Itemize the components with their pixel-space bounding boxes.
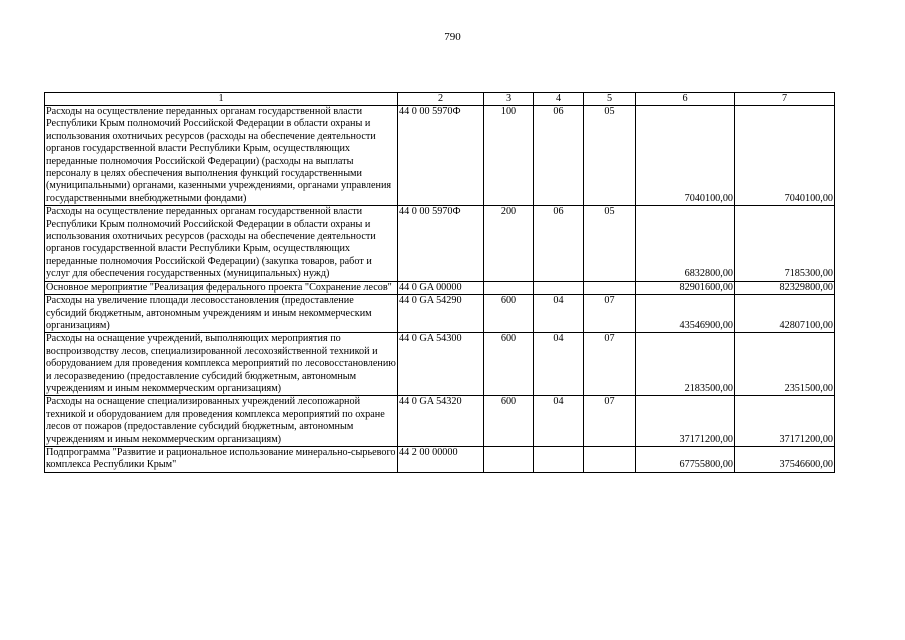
row-col6-amount: 37171200,00 (636, 396, 735, 447)
row-col7-amount: 42807100,00 (735, 295, 835, 333)
header-cell: 6 (636, 93, 735, 106)
header-cell: 7 (735, 93, 835, 106)
row-code-cell: 44 0 GA 54300 (398, 333, 484, 396)
header-cell: 2 (398, 93, 484, 106)
row-col6-amount: 43546900,00 (636, 295, 735, 333)
row-name-cell: Расходы на осуществление переданных органам государственной власти Республики Крым полномочий Российской Федерации в области охраны и использования охотничьих ресурсов (расходы на обеспечение деятельности органов государственной власти Республики Крым, осуществляющих переданные полномочия Российской Федерации) (расходы на выплаты персоналу в целях обеспечения выполнения функций государственными (муниципальными) органами, казенными учреждениями, органами управления государственными внебюджетными фондами) (45, 106, 398, 206)
header-cell: 4 (534, 93, 584, 106)
row-col3-cell: 100 (484, 106, 534, 206)
row-col4-cell: 06 (534, 206, 584, 281)
header-cell: 3 (484, 93, 534, 106)
row-name-cell: Расходы на оснащение учреждений, выполняющих мероприятия по воспроизводству лесов, специализированной лесохозяйственной техникой и оборудованием для проведения комплекса мероприятий по лесовосстановлению и лесоразведению (предоставление субсидий бюджетным, автономным учреждениям и иным некоммерческим организациям) (46, 333, 396, 394)
row-col4-cell (534, 446, 584, 472)
row-col3-cell (484, 281, 534, 294)
row-code-cell: 44 0 GA 54290 (398, 295, 484, 333)
row-code-cell: 44 0 00 5970Ф (398, 106, 484, 206)
header-cell: 5 (584, 93, 636, 106)
row-code-cell: 44 2 00 00000 (398, 446, 484, 472)
row-name-cell: Расходы на оснащение специализированных учреждений лесопожарной техникой и оборудованием для проведения комплекса мероприятий по охране лесов от пожаров (предоставление субсидий бюджетным, автономным учреждениям и иным некоммерческим организациям) (45, 396, 398, 447)
table-row (45, 281, 835, 294)
row-col6-amount: 7040100,00 (636, 106, 735, 206)
row-col5-cell: 07 (584, 396, 636, 447)
row-col6-amount: 2183500,00 (636, 333, 735, 396)
row-col6-amount: 6832800,00 (636, 206, 735, 281)
row-col3-cell: 200 (484, 206, 534, 281)
row-code-cell: 44 0 00 5970Ф (398, 206, 484, 281)
table-row (45, 333, 835, 396)
table-row (45, 446, 835, 472)
row-col7-amount: 37171200,00 (735, 396, 835, 447)
row-col5-cell (584, 446, 636, 472)
row-code-cell: 44 0 GA 54320 (398, 396, 484, 447)
table-row (45, 106, 835, 206)
row-col4-cell: 06 (534, 106, 584, 206)
row-col6-amount: 67755800,00 (636, 446, 735, 472)
row-col5-cell (584, 281, 636, 294)
row-col3-cell: 600 (484, 333, 534, 396)
table-row (45, 396, 835, 447)
row-name-cell: Основное мероприятие "Реализация федерального проекта "Сохранение лесов" (45, 281, 398, 294)
page-number: 790 (444, 31, 461, 43)
row-col5-cell: 07 (584, 295, 636, 333)
row-col7-amount: 7185300,00 (735, 206, 835, 281)
row-col4-cell: 04 (534, 333, 584, 396)
row-col4-cell: 04 (534, 295, 584, 333)
row-name-cell: Подпрограмма "Развитие и рациональное использование минерально-сырьевого комплекса Республики Крым" (45, 446, 398, 472)
row-col7-amount: 2351500,00 (735, 333, 835, 396)
table-header-row (45, 93, 835, 106)
header-cell: 1 (45, 93, 398, 106)
row-name-cell: Расходы на увеличение площади лесовосстановления (предоставление субсидий бюджетным, автономным учреждениям и иным некоммерческим организациям) (45, 295, 398, 333)
row-col3-cell: 600 (484, 295, 534, 333)
row-col5-cell: 07 (584, 333, 636, 396)
table-row (45, 295, 835, 333)
row-col4-cell: 04 (534, 396, 584, 447)
row-col7-amount: 82329800,00 (735, 281, 835, 294)
row-col4-cell (534, 281, 584, 294)
row-col3-cell: 600 (484, 396, 534, 447)
row-col7-amount: 37546600,00 (735, 446, 835, 472)
row-col3-cell (484, 446, 534, 472)
row-name-cell: Расходы на осуществление переданных органам государственной власти Республики Крым полномочий Российской Федерации в области охраны и использования охотничьих ресурсов (расходы на обеспечение деятельности органов государственной власти Республики Крым, осуществляющих переданные полномочия Российской Федерации) (закупка товаров, работ и услуг для обеспечения государственных (муниципальных) нужд) (45, 206, 398, 281)
row-col6-amount: 82901600,00 (636, 281, 735, 294)
row-col7-amount: 7040100,00 (735, 106, 835, 206)
row-col5-cell: 05 (584, 206, 636, 281)
table-row (45, 206, 835, 281)
budget-table (44, 92, 835, 473)
row-col5-cell: 05 (584, 106, 636, 206)
row-code-cell: 44 0 GA 00000 (398, 281, 484, 294)
